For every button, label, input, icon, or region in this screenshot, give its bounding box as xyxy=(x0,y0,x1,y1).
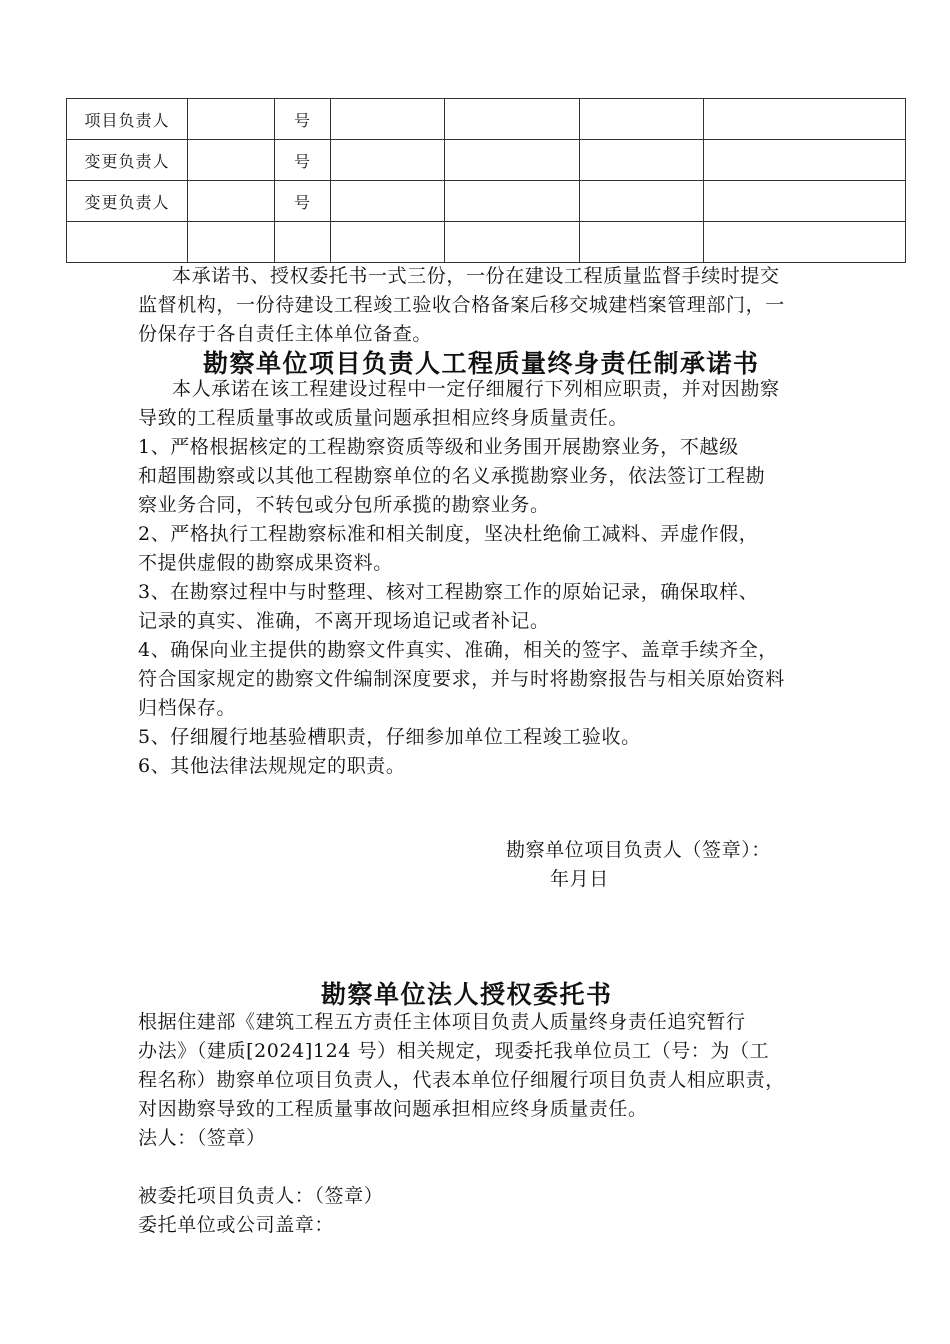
commitment-line: 符合国家规定的勘察文件编制深度要求，并与时将勘察报告与相关原始资料 xyxy=(138,668,785,690)
commitment-line: 归档保存。 xyxy=(138,697,237,719)
table-cell xyxy=(331,222,445,263)
commitment-title: 勘察单位项目负责人工程质量终身责任制承诺书 xyxy=(203,349,760,378)
commitment-body xyxy=(138,375,785,781)
table-cell xyxy=(445,140,580,181)
table-cell xyxy=(445,99,580,140)
table-cell xyxy=(188,181,275,222)
commitment-line: 4、确保向业主提供的勘察文件真实、准确，相关的签字、盖章手续齐全， xyxy=(138,639,778,661)
table-cell: 号 xyxy=(275,99,331,140)
table-cell xyxy=(445,222,580,263)
table-cell xyxy=(580,222,704,263)
table-cell xyxy=(704,140,906,181)
table-cell xyxy=(67,222,188,263)
authorization-line: 根据住建部《建筑工程五方责任主体项目负责人质量终身责任追究暂行 xyxy=(138,1011,746,1033)
table-cell: 变更负责人 xyxy=(67,181,188,222)
table-cell: 号 xyxy=(275,181,331,222)
table-cell xyxy=(704,222,906,263)
company-seal-label: 委托单位或公司盖章： xyxy=(138,1214,335,1236)
table-row xyxy=(67,99,906,140)
table-cell: 变更负责人 xyxy=(67,140,188,181)
table-cell xyxy=(275,222,331,263)
commitment-line: 1、严格根据核定的工程勘察资质等级和业务围开展勘察业务，不越级 xyxy=(138,436,739,458)
table-cell xyxy=(331,181,445,222)
table-cell xyxy=(445,181,580,222)
note-line: 份保存于各自责任主体单位备查。 xyxy=(138,323,433,345)
table-cell xyxy=(188,222,275,263)
delegate-label: 被委托项目负责人：（签章） xyxy=(138,1185,384,1207)
table-cell: 项目负责人 xyxy=(67,99,188,140)
authorization-line: 对因勘察导致的工程质量事故问题承担相应终身质量责任。 xyxy=(138,1098,648,1120)
commitment-date-label: 年月日 xyxy=(550,868,609,890)
table-cell xyxy=(704,99,906,140)
commitment-line: 3、在勘察过程中与时整理、核对工程勘察工作的原始记录，确保取样、 xyxy=(138,581,759,603)
commitment-signature-label: 勘察单位项目负责人（签章）： xyxy=(506,839,771,861)
commitment-line: 察业务合同，不转包或分包所承揽的勘察业务。 xyxy=(138,494,550,516)
commitment-line: 5、仔细履行地基验槽职责，仔细参加单位工程竣工验收。 xyxy=(138,726,641,748)
table-cell xyxy=(331,140,445,181)
commitment-line: 2、严格执行工程勘察标准和相关制度，坚决杜绝偷工减料、弄虚作假， xyxy=(138,523,759,545)
authorization-body xyxy=(138,1008,785,1153)
authorization-line: 办法》（建质[2024]124 号）相关规定，现委托我单位员工（号：为（工 xyxy=(138,1040,770,1062)
table-row xyxy=(67,140,906,181)
note-line: 本承诺书、授权委托书一式三份，一份在建设工程质量监督手续时提交 xyxy=(172,265,780,287)
table-cell xyxy=(580,140,704,181)
table-row xyxy=(67,222,906,263)
table-cell xyxy=(188,99,275,140)
table-cell xyxy=(188,140,275,181)
table-cell xyxy=(704,181,906,222)
commitment-line: 和超围勘察或以其他工程勘察单位的名义承揽勘察业务，依法签订工程勘 xyxy=(138,465,766,487)
authorization-line: 程名称）勘察单位项目负责人，代表本单位仔细履行项目负责人相应职责， xyxy=(138,1069,785,1091)
table-cell: 号 xyxy=(275,140,331,181)
commitment-line: 导致的工程质量事故或质量问题承担相应终身质量责任。 xyxy=(138,407,629,429)
authorization-signatures xyxy=(138,1182,383,1240)
legal-rep-label: 法人：（签章） xyxy=(138,1127,266,1149)
table-cell xyxy=(580,99,704,140)
commitment-line: 本人承诺在该工程建设过程中一定仔细履行下列相应职责，并对因勘察 xyxy=(172,378,780,400)
table-row xyxy=(67,181,906,222)
table-cell xyxy=(331,99,445,140)
note-line: 监督机构，一份待建设工程竣工验收合格备案后移交城建档案管理部门，一 xyxy=(138,294,785,316)
table-cell xyxy=(580,181,704,222)
commitment-line: 不提供虚假的勘察成果资料。 xyxy=(138,552,393,574)
commitment-line: 记录的真实、准确，不离开现场追记或者补记。 xyxy=(138,610,550,632)
responsible-person-table xyxy=(66,98,906,263)
copies-note xyxy=(138,262,785,349)
commitment-line: 6、其他法律法规规定的职责。 xyxy=(138,755,406,777)
authorization-title: 勘察单位法人授权委托书 xyxy=(321,980,613,1009)
